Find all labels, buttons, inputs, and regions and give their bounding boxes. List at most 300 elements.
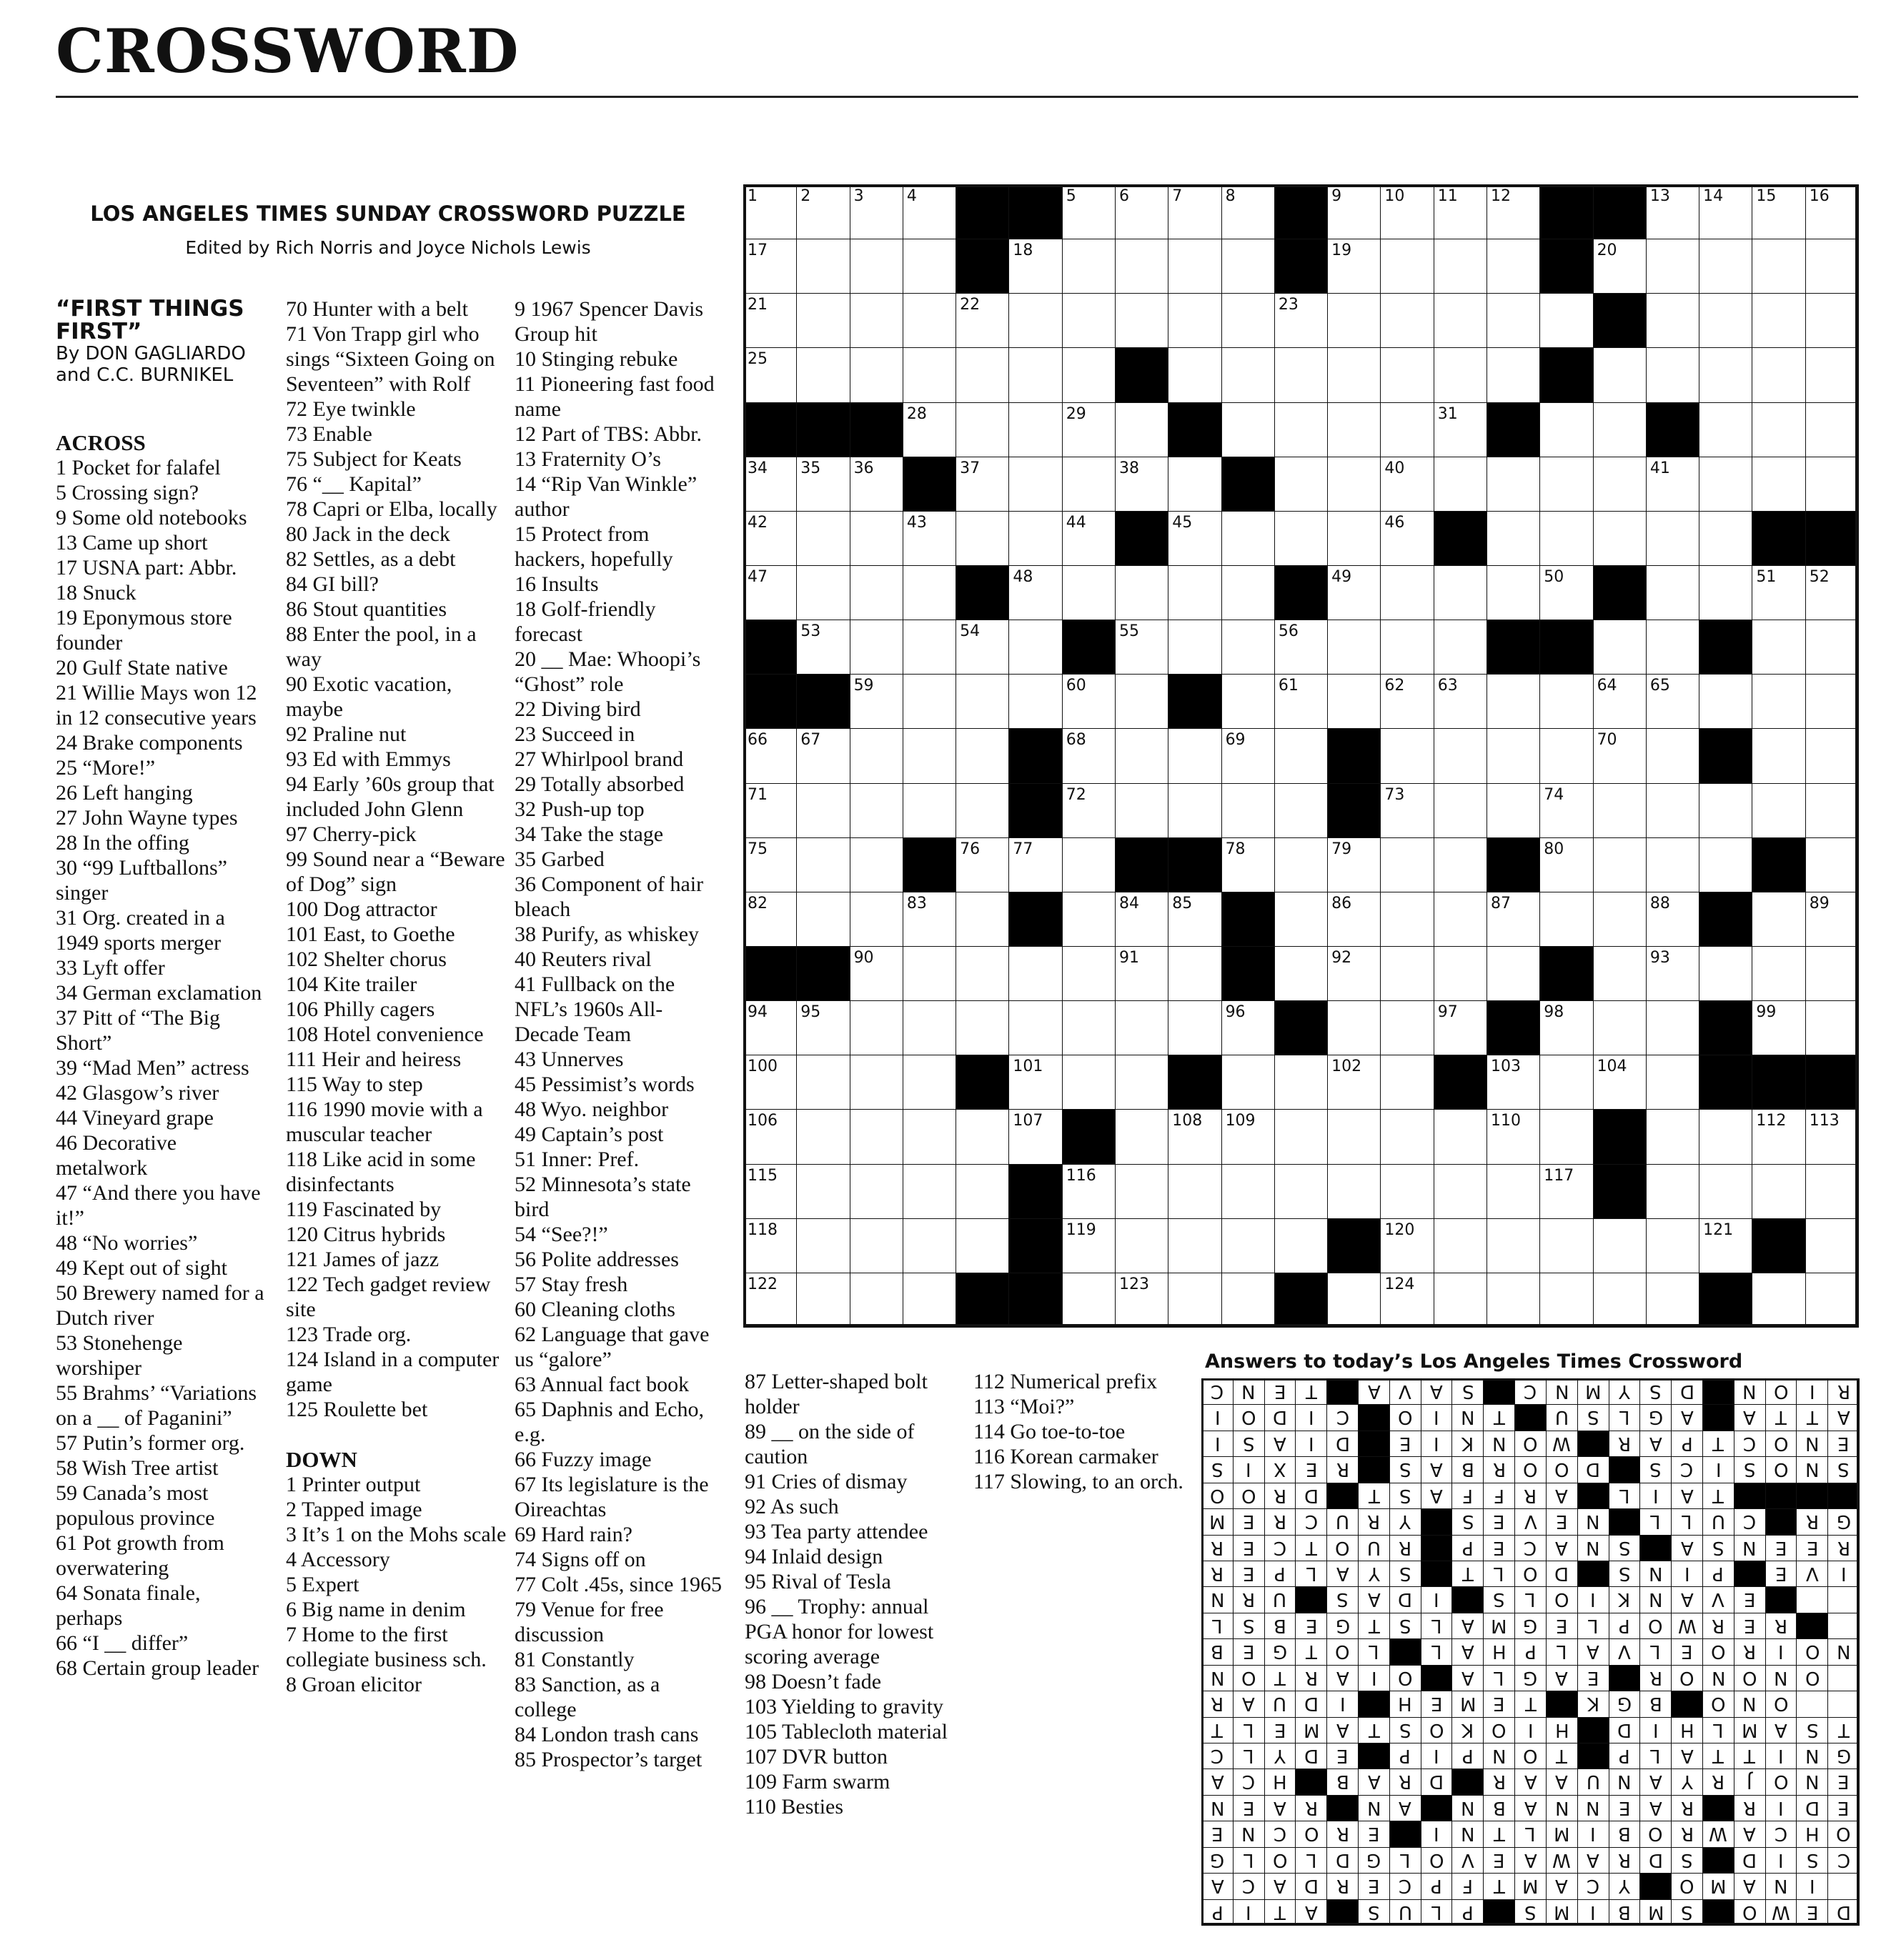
grid-cell[interactable] [1327,1164,1381,1219]
grid-cell[interactable] [743,1000,797,1055]
grid-cell[interactable] [903,511,956,566]
grid-cell[interactable] [1434,1164,1487,1219]
grid-cell[interactable] [1699,402,1752,457]
grid-cell[interactable] [903,892,956,947]
grid-cell[interactable] [1168,1109,1221,1164]
grid-cell[interactable] [1274,1055,1328,1110]
grid-cell[interactable] [1805,837,1859,892]
grid-cell[interactable] [1593,728,1647,783]
grid-cell[interactable] [1274,1109,1328,1164]
grid-cell[interactable] [1380,1055,1434,1110]
grid-cell[interactable] [1699,783,1752,838]
grid-cell[interactable] [1221,1218,1275,1273]
grid-cell[interactable] [1274,837,1328,892]
grid-cell[interactable] [1168,620,1221,675]
grid-cell[interactable] [1539,837,1593,892]
grid-cell[interactable] [1434,565,1487,620]
grid-cell[interactable] [1168,1164,1221,1219]
grid-cell[interactable] [1062,347,1116,402]
grid-cell[interactable] [1487,457,1540,512]
grid-cell[interactable] [1062,728,1116,783]
grid-cell[interactable] [1327,239,1381,294]
grid-cell[interactable] [1274,293,1328,348]
grid-cell[interactable] [956,946,1009,1001]
grid-cell[interactable] [1539,1273,1593,1328]
grid-cell[interactable] [1593,402,1647,457]
grid-cell[interactable] [1487,239,1540,294]
grid-cell[interactable] [1539,565,1593,620]
grid-cell[interactable] [1115,1055,1168,1110]
grid-cell[interactable] [1062,565,1116,620]
grid-cell[interactable] [850,892,903,947]
grid-cell[interactable] [1221,620,1275,675]
grid-cell[interactable] [1062,184,1116,239]
grid-cell[interactable] [1699,565,1752,620]
grid-cell[interactable] [903,1218,956,1273]
grid-cell[interactable] [956,511,1009,566]
grid-cell[interactable] [1062,1218,1116,1273]
grid-cell[interactable] [1487,293,1540,348]
grid-cell[interactable] [1593,674,1647,729]
grid-cell[interactable] [1805,1273,1859,1328]
grid-cell[interactable] [1434,674,1487,729]
grid-cell[interactable] [1168,783,1221,838]
grid-cell[interactable] [796,1109,850,1164]
grid-cell[interactable] [1168,347,1221,402]
grid-cell[interactable] [1805,946,1859,1001]
grid-cell[interactable] [956,1218,1009,1273]
grid-cell[interactable] [1487,184,1540,239]
grid-cell[interactable] [1221,511,1275,566]
grid-cell[interactable] [1115,946,1168,1001]
grid-cell[interactable] [743,783,797,838]
grid-cell[interactable] [1115,1273,1168,1328]
grid-cell[interactable] [1380,457,1434,512]
grid-cell[interactable] [1168,946,1221,1001]
grid-cell[interactable] [1805,783,1859,838]
grid-cell[interactable] [1646,511,1699,566]
grid-cell[interactable] [1434,892,1487,947]
grid-cell[interactable] [1168,1273,1221,1328]
grid-cell[interactable] [1062,837,1116,892]
grid-cell[interactable] [1434,728,1487,783]
grid-cell[interactable] [850,674,903,729]
grid-cell[interactable] [1699,1218,1752,1273]
grid-cell[interactable] [1539,1164,1593,1219]
grid-cell[interactable] [1805,1109,1859,1164]
grid-cell[interactable] [1699,1164,1752,1219]
grid-cell[interactable] [743,293,797,348]
grid-cell[interactable] [743,1218,797,1273]
grid-cell[interactable] [1115,1218,1168,1273]
grid-cell[interactable] [956,347,1009,402]
grid-cell[interactable] [796,184,850,239]
grid-cell[interactable] [956,457,1009,512]
grid-cell[interactable] [1487,1273,1540,1328]
grid-cell[interactable] [956,1109,1009,1164]
grid-cell[interactable] [1380,239,1434,294]
grid-cell[interactable] [743,837,797,892]
grid-cell[interactable] [1434,837,1487,892]
grid-cell[interactable] [1752,457,1805,512]
grid-cell[interactable] [1646,457,1699,512]
grid-cell[interactable] [956,783,1009,838]
grid-cell[interactable] [1646,293,1699,348]
grid-cell[interactable] [903,402,956,457]
grid-cell[interactable] [1380,1273,1434,1328]
grid-cell[interactable] [1380,620,1434,675]
grid-cell[interactable] [796,1000,850,1055]
grid-cell[interactable] [1115,239,1168,294]
grid-cell[interactable] [1752,1000,1805,1055]
grid-cell[interactable] [1062,239,1116,294]
grid-cell[interactable] [1646,1055,1699,1110]
grid-cell[interactable] [1008,347,1062,402]
grid-cell[interactable] [1434,347,1487,402]
grid-cell[interactable] [1646,1000,1699,1055]
grid-cell[interactable] [1168,293,1221,348]
grid-cell[interactable] [1646,837,1699,892]
grid-cell[interactable] [1221,402,1275,457]
grid-cell[interactable] [1539,674,1593,729]
grid-cell[interactable] [1115,783,1168,838]
grid-cell[interactable] [1646,892,1699,947]
grid-cell[interactable] [1805,1000,1859,1055]
grid-cell[interactable] [956,674,1009,729]
grid-cell[interactable] [1434,1218,1487,1273]
grid-cell[interactable] [1380,1000,1434,1055]
grid-cell[interactable] [743,892,797,947]
grid-cell[interactable] [1593,239,1647,294]
grid-cell[interactable] [796,728,850,783]
grid-cell[interactable] [850,1164,903,1219]
grid-cell[interactable] [1805,1164,1859,1219]
grid-cell[interactable] [1699,837,1752,892]
grid-cell[interactable] [1274,674,1328,729]
grid-cell[interactable] [1805,457,1859,512]
grid-cell[interactable] [1539,1000,1593,1055]
grid-cell[interactable] [1274,728,1328,783]
grid-cell[interactable] [743,239,797,294]
grid-cell[interactable] [1593,892,1647,947]
grid-cell[interactable] [903,728,956,783]
grid-cell[interactable] [1008,1055,1062,1110]
grid-cell[interactable] [1434,184,1487,239]
grid-cell[interactable] [1539,1109,1593,1164]
grid-cell[interactable] [1805,620,1859,675]
grid-cell[interactable] [1699,511,1752,566]
grid-cell[interactable] [1115,565,1168,620]
grid-cell[interactable] [1593,1000,1647,1055]
grid-cell[interactable] [1008,511,1062,566]
grid-cell[interactable] [1805,728,1859,783]
grid-cell[interactable] [796,565,850,620]
grid-cell[interactable] [1752,293,1805,348]
grid-cell[interactable] [1062,1000,1116,1055]
grid-cell[interactable] [1434,1000,1487,1055]
grid-cell[interactable] [1008,402,1062,457]
grid-cell[interactable] [1274,402,1328,457]
grid-cell[interactable] [1115,1000,1168,1055]
grid-cell[interactable] [850,239,903,294]
grid-cell[interactable] [850,728,903,783]
grid-cell[interactable] [1487,1055,1540,1110]
grid-cell[interactable] [850,457,903,512]
grid-cell[interactable] [1221,565,1275,620]
grid-cell[interactable] [903,674,956,729]
grid-cell[interactable] [1434,783,1487,838]
grid-cell[interactable] [1327,620,1381,675]
grid-cell[interactable] [1274,892,1328,947]
grid-cell[interactable] [850,184,903,239]
grid-cell[interactable] [903,347,956,402]
grid-cell[interactable] [796,511,850,566]
grid-cell[interactable] [1168,1000,1221,1055]
grid-cell[interactable] [956,728,1009,783]
grid-cell[interactable] [956,892,1009,947]
grid-cell[interactable] [1646,620,1699,675]
grid-cell[interactable] [1752,1109,1805,1164]
grid-cell[interactable] [850,1000,903,1055]
grid-cell[interactable] [796,783,850,838]
grid-cell[interactable] [1593,783,1647,838]
grid-cell[interactable] [743,728,797,783]
grid-cell[interactable] [1380,293,1434,348]
grid-cell[interactable] [1221,674,1275,729]
grid-cell[interactable] [1752,946,1805,1001]
grid-cell[interactable] [1115,402,1168,457]
grid-cell[interactable] [903,1109,956,1164]
grid-cell[interactable] [1115,1164,1168,1219]
grid-cell[interactable] [1221,1055,1275,1110]
grid-cell[interactable] [850,565,903,620]
grid-cell[interactable] [796,1218,850,1273]
grid-cell[interactable] [1539,293,1593,348]
grid-cell[interactable] [1699,946,1752,1001]
grid-cell[interactable] [1327,347,1381,402]
grid-cell[interactable] [903,783,956,838]
grid-cell[interactable] [1752,1273,1805,1328]
grid-cell[interactable] [850,946,903,1001]
grid-cell[interactable] [1062,783,1116,838]
grid-cell[interactable] [1168,1218,1221,1273]
grid-cell[interactable] [956,620,1009,675]
grid-cell[interactable] [1327,1055,1381,1110]
grid-cell[interactable] [1062,402,1116,457]
grid-cell[interactable] [850,511,903,566]
grid-cell[interactable] [1752,402,1805,457]
grid-cell[interactable] [1593,1218,1647,1273]
grid-cell[interactable] [1274,457,1328,512]
grid-cell[interactable] [1327,457,1381,512]
grid-cell[interactable] [903,1164,956,1219]
grid-cell[interactable] [743,1109,797,1164]
grid-cell[interactable] [1221,293,1275,348]
grid-cell[interactable] [796,347,850,402]
grid-cell[interactable] [1699,293,1752,348]
grid-cell[interactable] [1593,1055,1647,1110]
grid-cell[interactable] [1221,1000,1275,1055]
grid-cell[interactable] [956,1164,1009,1219]
grid-cell[interactable] [903,1055,956,1110]
grid-cell[interactable] [1221,1164,1275,1219]
grid-cell[interactable] [1380,837,1434,892]
grid-cell[interactable] [1062,1055,1116,1110]
grid-cell[interactable] [1380,946,1434,1001]
grid-cell[interactable] [1434,293,1487,348]
grid-cell[interactable] [1327,511,1381,566]
grid-cell[interactable] [1062,892,1116,947]
grid-cell[interactable] [743,1164,797,1219]
grid-cell[interactable] [1008,946,1062,1001]
grid-cell[interactable] [1646,728,1699,783]
grid-cell[interactable] [1327,565,1381,620]
grid-cell[interactable] [1115,184,1168,239]
grid-cell[interactable] [1805,674,1859,729]
grid-cell[interactable] [1593,1273,1647,1328]
grid-cell[interactable] [1487,1164,1540,1219]
grid-cell[interactable] [1115,620,1168,675]
grid-cell[interactable] [1062,511,1116,566]
grid-cell[interactable] [1380,402,1434,457]
grid-cell[interactable] [1274,1218,1328,1273]
grid-cell[interactable] [796,837,850,892]
grid-cell[interactable] [1221,1109,1275,1164]
grid-cell[interactable] [1487,892,1540,947]
grid-cell[interactable] [796,1055,850,1110]
grid-cell[interactable] [1327,837,1381,892]
grid-cell[interactable] [743,347,797,402]
grid-cell[interactable] [1646,946,1699,1001]
grid-cell[interactable] [1593,347,1647,402]
grid-cell[interactable] [1221,239,1275,294]
grid-cell[interactable] [1646,184,1699,239]
grid-cell[interactable] [1699,457,1752,512]
grid-cell[interactable] [743,184,797,239]
grid-cell[interactable] [1274,620,1328,675]
grid-cell[interactable] [796,1164,850,1219]
grid-cell[interactable] [1752,184,1805,239]
grid-cell[interactable] [1752,674,1805,729]
grid-cell[interactable] [1380,1109,1434,1164]
grid-cell[interactable] [1752,239,1805,294]
grid-cell[interactable] [1539,511,1593,566]
grid-cell[interactable] [1646,1218,1699,1273]
grid-cell[interactable] [796,457,850,512]
grid-cell[interactable] [903,620,956,675]
grid-cell[interactable] [1115,457,1168,512]
grid-cell[interactable] [1752,620,1805,675]
grid-cell[interactable] [1221,728,1275,783]
grid-cell[interactable] [1008,239,1062,294]
grid-cell[interactable] [1327,402,1381,457]
grid-cell[interactable] [1327,184,1381,239]
grid-cell[interactable] [1380,511,1434,566]
grid-cell[interactable] [903,565,956,620]
grid-cell[interactable] [1380,347,1434,402]
grid-cell[interactable] [1434,239,1487,294]
grid-cell[interactable] [1008,1109,1062,1164]
grid-cell[interactable] [1115,293,1168,348]
grid-cell[interactable] [850,837,903,892]
grid-cell[interactable] [1062,293,1116,348]
grid-cell[interactable] [1805,239,1859,294]
grid-cell[interactable] [850,1218,903,1273]
grid-cell[interactable] [1752,783,1805,838]
grid-cell[interactable] [903,1273,956,1328]
grid-cell[interactable] [1327,1273,1381,1328]
grid-cell[interactable] [1380,783,1434,838]
grid-cell[interactable] [1487,565,1540,620]
grid-cell[interactable] [1062,946,1116,1001]
grid-cell[interactable] [1008,293,1062,348]
grid-cell[interactable] [1168,457,1221,512]
grid-cell[interactable] [1274,511,1328,566]
grid-cell[interactable] [1699,239,1752,294]
grid-cell[interactable] [1646,239,1699,294]
grid-cell[interactable] [1487,347,1540,402]
grid-cell[interactable] [1434,1109,1487,1164]
grid-cell[interactable] [1646,347,1699,402]
grid-cell[interactable] [1487,783,1540,838]
grid-cell[interactable] [1434,1273,1487,1328]
grid-cell[interactable] [1327,674,1381,729]
grid-cell[interactable] [850,1273,903,1328]
grid-cell[interactable] [1805,347,1859,402]
grid-cell[interactable] [1380,1218,1434,1273]
grid-cell[interactable] [1752,728,1805,783]
grid-cell[interactable] [1805,402,1859,457]
grid-cell[interactable] [1699,674,1752,729]
grid-cell[interactable] [1168,892,1221,947]
grid-cell[interactable] [796,293,850,348]
grid-cell[interactable] [1115,674,1168,729]
grid-cell[interactable] [1805,1218,1859,1273]
grid-cell[interactable] [850,1055,903,1110]
grid-cell[interactable] [850,293,903,348]
grid-cell[interactable] [796,892,850,947]
grid-cell[interactable] [1434,457,1487,512]
grid-cell[interactable] [1487,674,1540,729]
grid-cell[interactable] [1221,783,1275,838]
grid-cell[interactable] [1752,347,1805,402]
grid-cell[interactable] [1221,184,1275,239]
grid-cell[interactable] [1008,565,1062,620]
grid-cell[interactable] [1487,946,1540,1001]
grid-cell[interactable] [1434,620,1487,675]
grid-cell[interactable] [1221,1273,1275,1328]
grid-cell[interactable] [1327,1000,1381,1055]
grid-cell[interactable] [1539,457,1593,512]
grid-cell[interactable] [1752,892,1805,947]
grid-cell[interactable] [1593,457,1647,512]
grid-cell[interactable] [1168,239,1221,294]
grid-cell[interactable] [1646,783,1699,838]
grid-cell[interactable] [1539,1218,1593,1273]
grid-cell[interactable] [1380,565,1434,620]
grid-cell[interactable] [1062,674,1116,729]
grid-cell[interactable] [1805,565,1859,620]
grid-cell[interactable] [1646,674,1699,729]
grid-cell[interactable] [903,946,956,1001]
grid-cell[interactable] [796,239,850,294]
grid-cell[interactable] [743,1055,797,1110]
grid-cell[interactable] [1008,674,1062,729]
grid-cell[interactable] [1221,347,1275,402]
grid-cell[interactable] [1593,946,1647,1001]
grid-cell[interactable] [1327,892,1381,947]
grid-cell[interactable] [1539,728,1593,783]
